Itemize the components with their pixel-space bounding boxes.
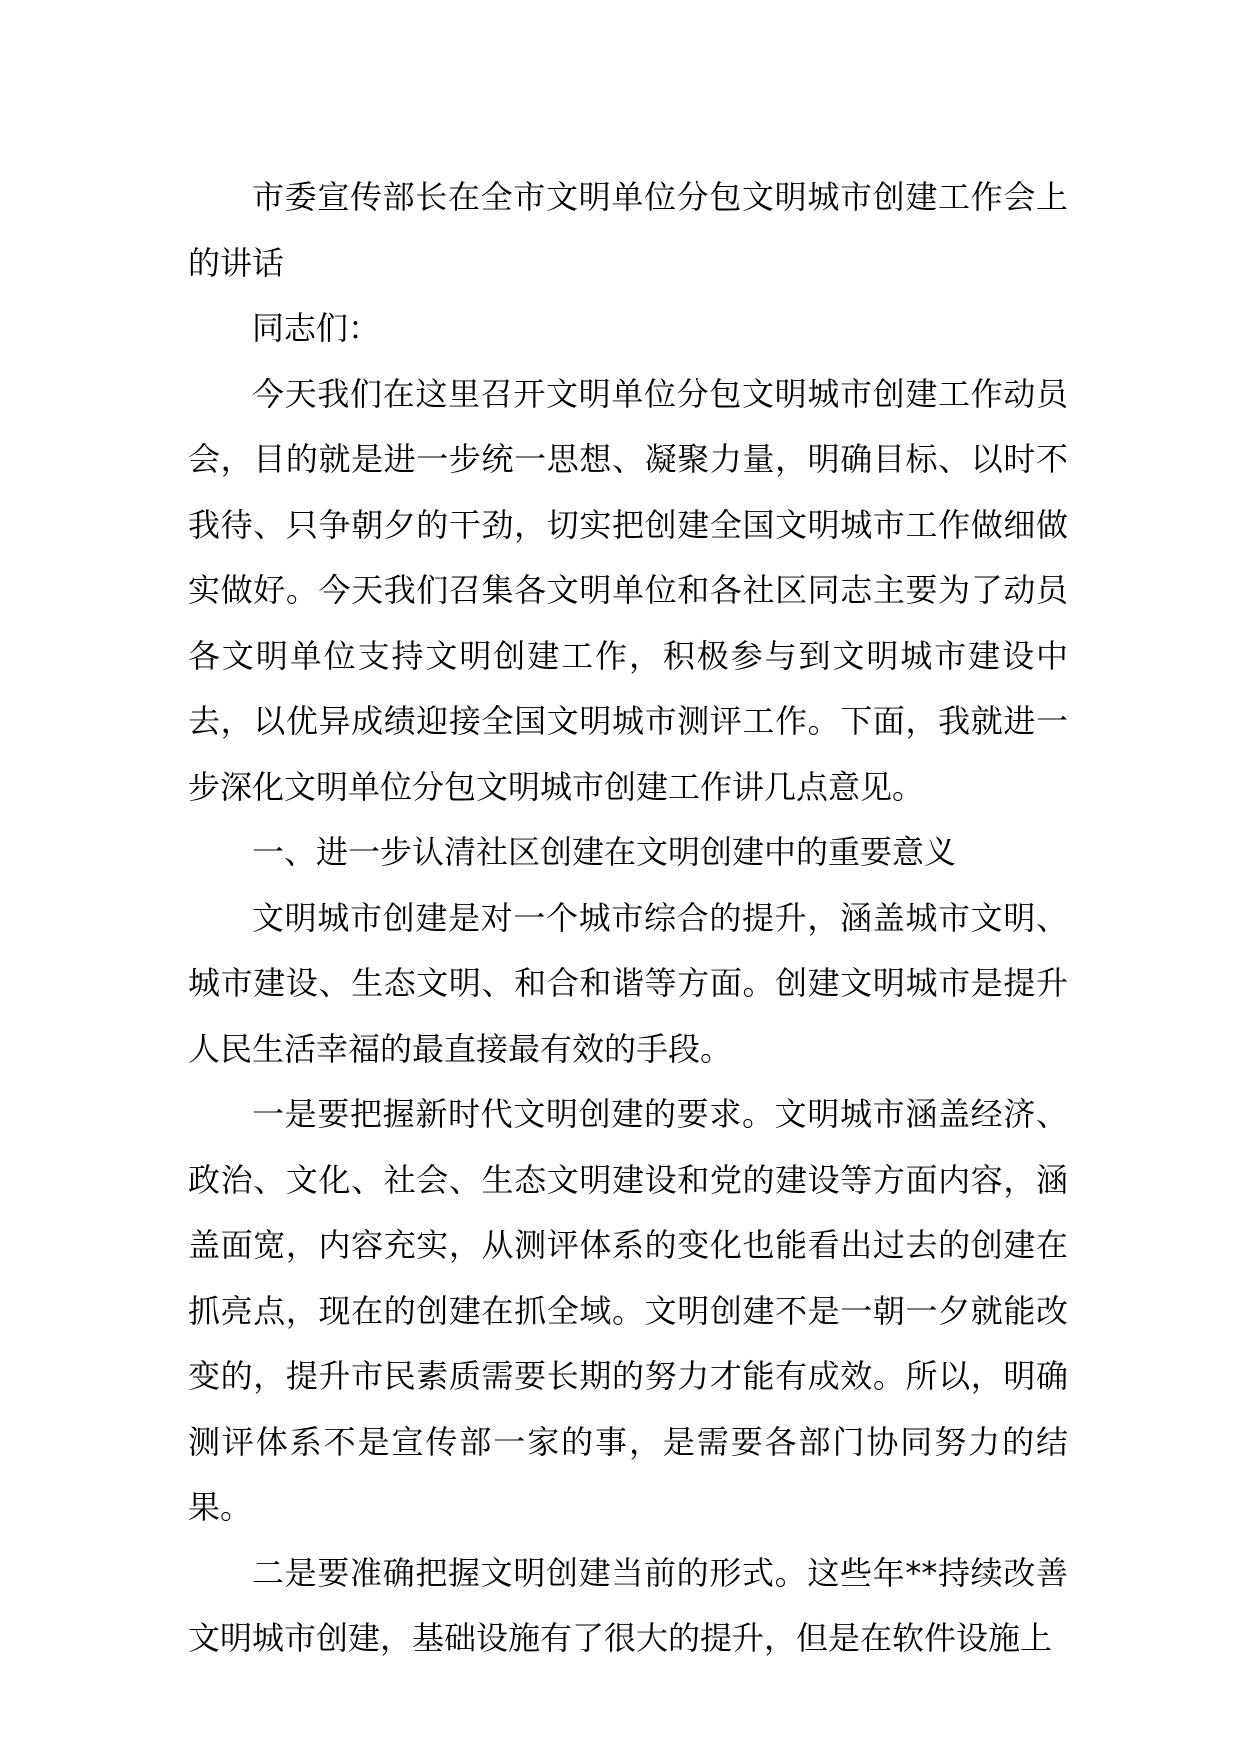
paragraph-intro: 今天我们在这里召开文明单位分包文明城市创建工作动员会，目的就是进一步统一思想、凝聚力量，明确目标、以时不我待、只争朝夕的干劲，切实把创建全国文明城市工作做细做实做好。今天我们召集各文明单位和各社区同志主要为了动员各文明单位支持文明创建工作，积极参与到文明城市建设中去，以优异成绩迎接全国文明城市测评工作。下面，我就进一步深化文明单位分包文明城市创建工作讲几点意见。 [188, 374, 1068, 806]
paragraph-point-2: 二是要准确把握文明创建当前的形式。这些年**持续改善文明城市创建，基础设施有了很大的提升，但是在软件设施上 [188, 1553, 1068, 1657]
speech-title: 市委宣传部长在全市文明单位分包文明城市创建工作会上的讲话 [188, 178, 1068, 282]
document-body [188, 165, 1068, 1672]
paragraph-point-1: 一是要把握新时代文明创建的要求。文明城市涵盖经济、政治、文化、社会、生态文明建设和党的建设等方面内容，涵盖面宽，内容充实，从测评体系的变化也能看出过去的创建在抓亮点，现在的创建在抓全域。文明创建不是一朝一夕就能改变的，提升市民素质需要长期的努力才能有成效。所以，明确测评体系不是宣传部一家的事，是需要各部门协同努力的结果。 [188, 1095, 1068, 1526]
section-heading-1: 一、进一步认清社区创建在文明创建中的重要意义 [252, 833, 957, 871]
salutation: 同志们： [252, 309, 381, 347]
paragraph-section-1: 文明城市创建是对一个城市综合的提升，涵盖城市文明、城市建设、生态文明、和合和谐等方面。创建文明城市是提升人民生活幸福的最直接最有效的手段。 [188, 898, 1068, 1068]
